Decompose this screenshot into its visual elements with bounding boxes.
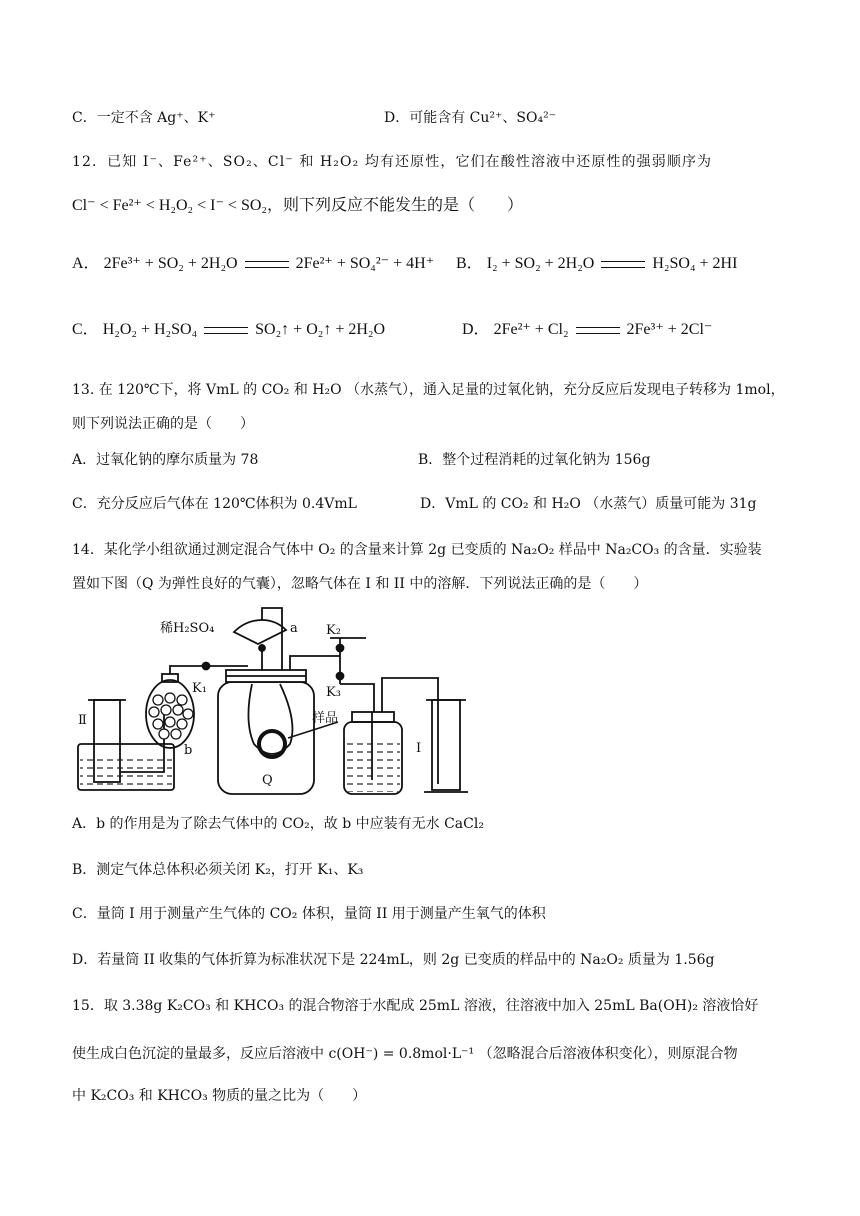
equals-sign <box>245 261 289 268</box>
equals-sign <box>601 261 645 268</box>
label-cylinder-i: Ⅰ <box>416 741 422 756</box>
label-a: a <box>290 621 298 636</box>
option-label: B． <box>456 255 483 272</box>
q12-option-a <box>72 254 434 274</box>
equation-products: SO₂↑ + O₂↑ + 2H₂O <box>255 321 386 338</box>
option-label: C． <box>72 321 99 338</box>
q13-option-c: C．充分反应后气体在 120℃体积为 0.4VmL <box>72 496 357 512</box>
equation-reactants: 2Fe³⁺ + SO₂ + 2H₂O <box>103 255 238 272</box>
q13-option-b: B．整个过程消耗的过氧化钠为 156g <box>418 452 651 468</box>
label-cylinder-ii: Ⅱ <box>78 713 87 728</box>
q12-option-b <box>456 254 737 274</box>
q13-option-a: A．过氧化钠的摩尔质量为 78 <box>72 452 259 468</box>
equation-products: 2Fe³⁺ + 2Cl⁻ <box>626 321 713 338</box>
q13-option-d: D．VmL 的 CO₂ 和 H₂O （水蒸气）质量可能为 31g <box>420 496 757 512</box>
measuring-cylinder-i <box>432 700 460 790</box>
q15-stem-line2: 使生成白色沉淀的量最多，反应后溶液中 c(OH⁻) = 0.8mol·L⁻¹ （忽略混合后溶液体积变化），则原混合物 <box>72 1046 738 1062</box>
equation-products: 2Fe²⁺ + SO₄²⁻ + 4H⁺ <box>295 255 435 272</box>
q12-stem-line2: Cl⁻ < Fe²⁺ < H₂O₂ < I⁻ < SO₂，则下列反应不能发生的是（ ） <box>72 197 523 214</box>
equation-reactants: 2Fe²⁺ + Cl₂ <box>493 321 569 338</box>
equation-reactants: H₂O₂ + H₂SO₄ <box>102 321 198 338</box>
q15-stem-line3: 中 K₂CO₃ 和 KHCO₃ 物质的量之比为（ ） <box>72 1088 367 1104</box>
label-sample: 样品 <box>312 711 339 726</box>
q15-stem-line1: 15．取 3.38g K₂CO₃ 和 KHCO₃ 的混合物溶于水配成 25mL 溶液，往溶液中加入 25mL Ba(OH)₂ 溶液恰好 <box>72 998 759 1014</box>
valve-k1 <box>203 663 210 670</box>
q14-option-b: B．测定气体总体积必须关闭 K₂，打开 K₁、K₃ <box>72 862 364 878</box>
funnel-stopcock <box>259 645 265 651</box>
apparatus-diagram <box>76 604 496 800</box>
label-k2: K₂ <box>326 623 341 638</box>
equation-products: H₂SO₄ + 2HI <box>652 255 738 272</box>
q12-stem-line1: 12．已知 I⁻、Fe²⁺、SO₂、Cl⁻ 和 H₂O₂ 均有还原性，它们在酸性溶液中还原性的强弱顺序为 <box>72 154 713 170</box>
equation-reactants: I₂ + SO₂ + 2H₂O <box>486 255 595 272</box>
valve-k2 <box>337 645 344 652</box>
q12-option-c <box>72 320 385 340</box>
q12-option-d <box>462 320 712 340</box>
q13-stem-line2: 则下列说法正确的是（ ） <box>72 416 254 432</box>
label-b: b <box>184 743 193 758</box>
option-label: A． <box>72 255 100 272</box>
q11-option-c: C．一定不含 Ag⁺、K⁺ <box>72 110 216 126</box>
q14-option-c: C．量筒 I 用于测量产生气体的 CO₂ 体积，量筒 II 用于测量产生氧气的体积 <box>72 906 546 922</box>
label-k1: K₁ <box>192 681 207 696</box>
q14-option-a: A．b 的作用是为了除去气体中的 CO₂，故 b 中应装有无水 CaCl₂ <box>72 816 484 832</box>
q14-stem-line2: 置如下图（Q 为弹性良好的气囊），忽略气体在 I 和 II 中的溶解．下列说法正确的是（ ） <box>72 576 648 592</box>
label-k3: K₃ <box>326 685 341 700</box>
option-label: D． <box>462 321 490 338</box>
valve-k3 <box>337 673 344 680</box>
equals-sign <box>576 327 620 334</box>
q11-option-d: D．可能含有 Cu²⁺、SO₄²⁻ <box>384 110 557 126</box>
q13-stem-line1: 13. 在 120℃下，将 VmL 的 CO₂ 和 H₂O （水蒸气），通入足量的过氧化钠，充分反应后发现电子转移为 1mol， <box>72 382 785 398</box>
label-q: Q <box>262 773 273 788</box>
q14-stem-line1: 14．某化学小组欲通过测定混合气体中 O₂ 的含量来计算 2g 已变质的 Na₂O₂ 样品中 Na₂CO₃ 的含量．实验装 <box>72 542 762 558</box>
q14-option-d: D．若量筒 II 收集的气体折算为标准状况下是 224mL，则 2g 已变质的样品中的 Na₂O₂ 质量为 1.56g <box>72 952 715 968</box>
label-acid: 稀H₂SO₄ <box>160 621 215 636</box>
equals-sign <box>204 327 248 334</box>
